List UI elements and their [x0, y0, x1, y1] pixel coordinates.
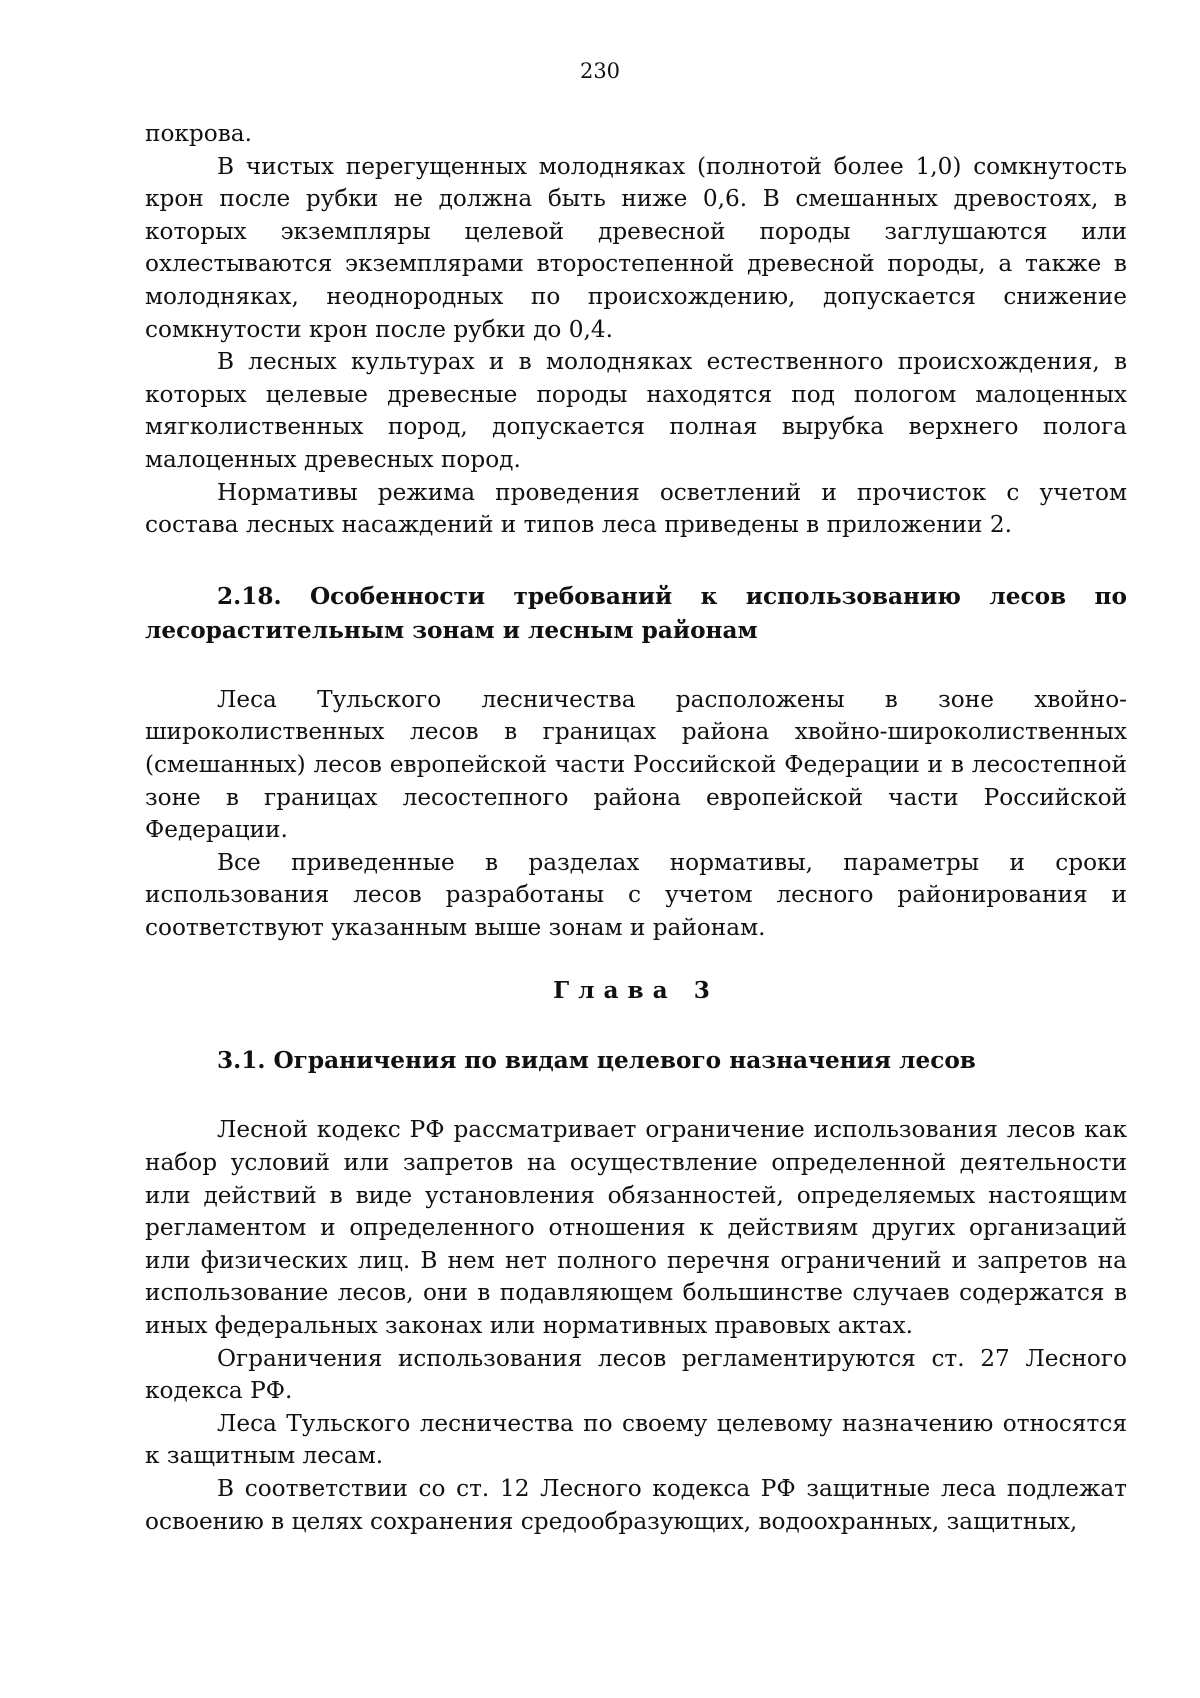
page-number: 230: [579, 59, 621, 83]
paragraph: Леса Тульского лесничества по своему целевому назначению относятся к защитным лесам.: [145, 1409, 1127, 1470]
paragraph: Нормативы режима проведения осветлений и прочисток с учетом состава лесных насаждений и типов леса приведены в приложении 2.: [145, 478, 1127, 539]
section-heading-3-1: 3.1. Ограничения по видам целевого назначения лесов: [217, 1047, 976, 1075]
page-content: [145, 118, 1127, 1538]
paragraph: Все приведенные в разделах нормативы, параметры и сроки использования лесов разработаны с учетом лесного районирования и соответствуют указанным выше зонам и районам.: [145, 848, 1127, 941]
paragraph: В лесных культурах и в молодняках естественного происхождения, в которых целевые древесные породы находятся под пологом малоценных мягколиственных пород, допускается полная вырубка верхнего полога малоценных древесных пород.: [145, 348, 1127, 473]
chapter-title: Глава 3: [553, 977, 719, 1005]
paragraph: Лесной кодекс РФ рассматривает ограничение использования лесов как набор условий или запретов на осуществление определенной деятельности или действий в виде установления обязанностей, определяемых настоящим регламентом и определенного отношения к действиям других организаций или физических лиц. В нем нет полного перечня ограничений и запретов на использование лесов, они в подавляющем большинстве случаев содержатся в иных федеральных законах или нормативных правовых актах.: [145, 1116, 1127, 1340]
paragraph: В чистых перегущенных молодняках (полнотой более 1,0) сомкнутость крон после рубки не должна быть ниже 0,6. В смешанных древостоях, в которых экземпляры целевой древесной породы заглушаются или охлестываются экземплярами второстепенной древесной породы, а также в молодняках, неоднородных по происхождению, допускается снижение сомкнутости крон после рубки до 0,4.: [145, 152, 1127, 343]
section-heading-2-18: 2.18. Особенности требований к использованию лесов по лесорастительным зонам и лесным районам: [145, 582, 1127, 644]
paragraph: В соответствии со ст. 12 Лесного кодекса РФ защитные леса подлежат освоению в целях сохранения средообразующих, водоохранных, защитных,: [145, 1475, 1127, 1535]
paragraph: покрова.: [145, 120, 252, 147]
paragraph: Леса Тульского лесничества расположены в зоне хвойно-широколиственных лесов в границах района хвойно-широколиственных (смешанных) лесов европейской части Российской Федерации и в лесостепной зоне в границах лесостепного района европейской части Российской Федерации.: [145, 685, 1127, 844]
paragraph: Ограничения использования лесов регламентируются ст. 27 Лесного кодекса РФ.: [145, 1344, 1127, 1405]
